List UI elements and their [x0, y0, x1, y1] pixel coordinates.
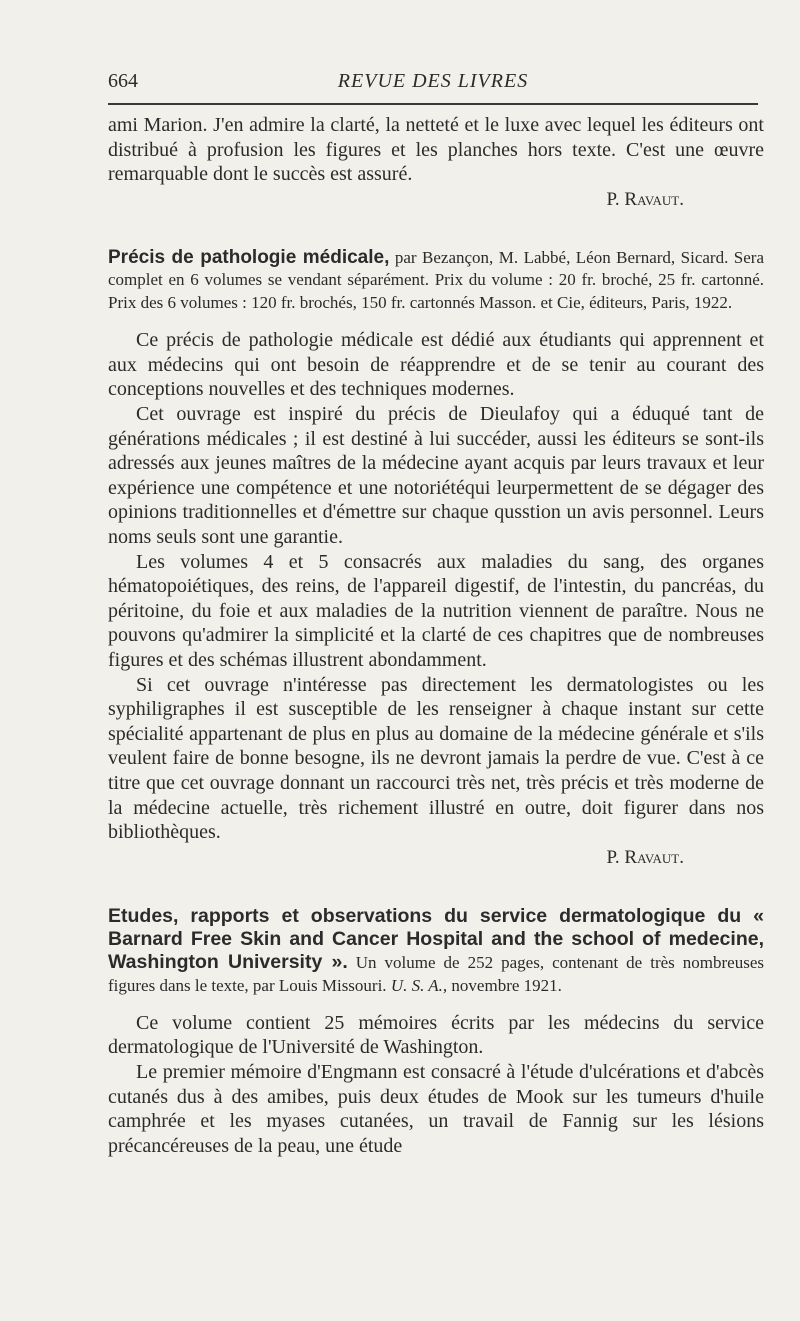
page-number: 664: [108, 70, 138, 92]
review-paragraph: Le premier mémoire d'Engmann est consacré à l'étude d'ulcérations et d'abcès cutanés dus à des amibes, puis deux études de Mook sur les tumeurs d'huile camphrée et les myases cutanées, un travail de Fannig sur les lésions précancéreuses de la peau, une étude: [108, 1060, 764, 1157]
header-rule: [108, 103, 758, 105]
spacer: [108, 997, 764, 1011]
review-paragraph: Ce précis de pathologie médicale est dédié aux étudiants qui apprennent et aux médecins qui ont besoin de réapprendre et de se tenir au courant des conceptions nouvelles et des techniques modernes.: [108, 329, 764, 401]
review-paragraph: ami Marion. J'en admire la clarté, la netteté et le luxe avec lequel les éditeurs ont distribué à profusion les figures et les planches hors texte. C'est une œuvre remarquable dont le succès est assuré.: [108, 114, 764, 186]
review-place: U. S. A.,: [390, 975, 448, 995]
review-title: Etudes, rapports et observations du service dermatologique du « Barnard Free Skin and Cancer Hospital and the school of medecine, Washington University ».: [108, 904, 764, 973]
review-paragraph: Les volumes 4 et 5 consacrés aux maladies du sang, des organes hématopoiétiques, des reins, de l'appareil digestif, de l'intestin, du pancréas, du péritoine, du foie et aux maladies de la nutrition viennent de paraître. Nous ne pouvons qu'admirer la simplicité et la clarté de ces chapitres que de nombreuses figures et des schémas illustrent abondamment.: [108, 550, 764, 671]
review-continuation: [108, 113, 764, 211]
page-body: [108, 113, 764, 1158]
review-precis-pathologie: [108, 247, 764, 869]
review-title: Précis de pathologie médicale,: [108, 246, 390, 268]
spacer: [108, 314, 764, 328]
running-title: REVUE DES LIVRES: [337, 70, 529, 92]
review-heading: [108, 905, 764, 997]
review-bibliographic-info: Un volume de 252 pages, contenant de très nombreuses figures dans le texte, par Louis Missouri.: [108, 952, 764, 995]
review-paragraph: Ce volume contient 25 mémoires écrits par les médecins du service dermatologique de l'Université de Washington.: [108, 1011, 764, 1059]
review-etudes-dermatologique: [108, 905, 764, 1159]
review-bibliographic-info: par Bezançon, M. Labbé, Léon Bernard, Sicard. Sera complet en 6 volumes se vendant séparément. Prix du volume : 20 fr. broché, 25 fr. cartonné. Prix des 6 volumes : 120 fr. brochés, 150 fr. cartonnés Masson. et Cie, éditeurs, Paris, 1922.: [108, 247, 765, 312]
review-signature: P. Ravaut.: [606, 846, 684, 868]
review-paragraph: Cet ouvrage est inspiré du précis de Dieulafoy qui a éduqué tant de générations médicales ; il est destiné à lui succéder, aussi les éditeurs se sont-ils adressés aux jeunes maîtres de la médecine ayant acquis par leurs travaux et leur expérience une compétence et une notoriétéqui leurpermettent de se dégager des opinions traditionnelles et d'émettre sur chaque qusstion un avis personnel. Leurs noms seuls sont une garantie.: [108, 403, 764, 549]
page-header: [108, 70, 758, 94]
review-signature: P. Ravaut.: [606, 188, 684, 210]
review-heading: [108, 247, 764, 315]
review-date: novembre 1921.: [451, 975, 562, 995]
review-paragraph: Si cet ouvrage n'intéresse pas directement les dermatologistes ou les syphiligraphes il est susceptible de les renseigner à chaque instant sur cette spécialité appartenant de plus en plus au domaine de la médecine générale et s'ils veulent faire de bonne besogne, ils ne devront jamais la perdre de vue. C'est à ce titre que cet ouvrage donnant un raccourci très net, très précis et très moderne de la médecine actuelle, très richement illustré en outre, doit figurer dans nos bibliothèques.: [108, 673, 764, 844]
